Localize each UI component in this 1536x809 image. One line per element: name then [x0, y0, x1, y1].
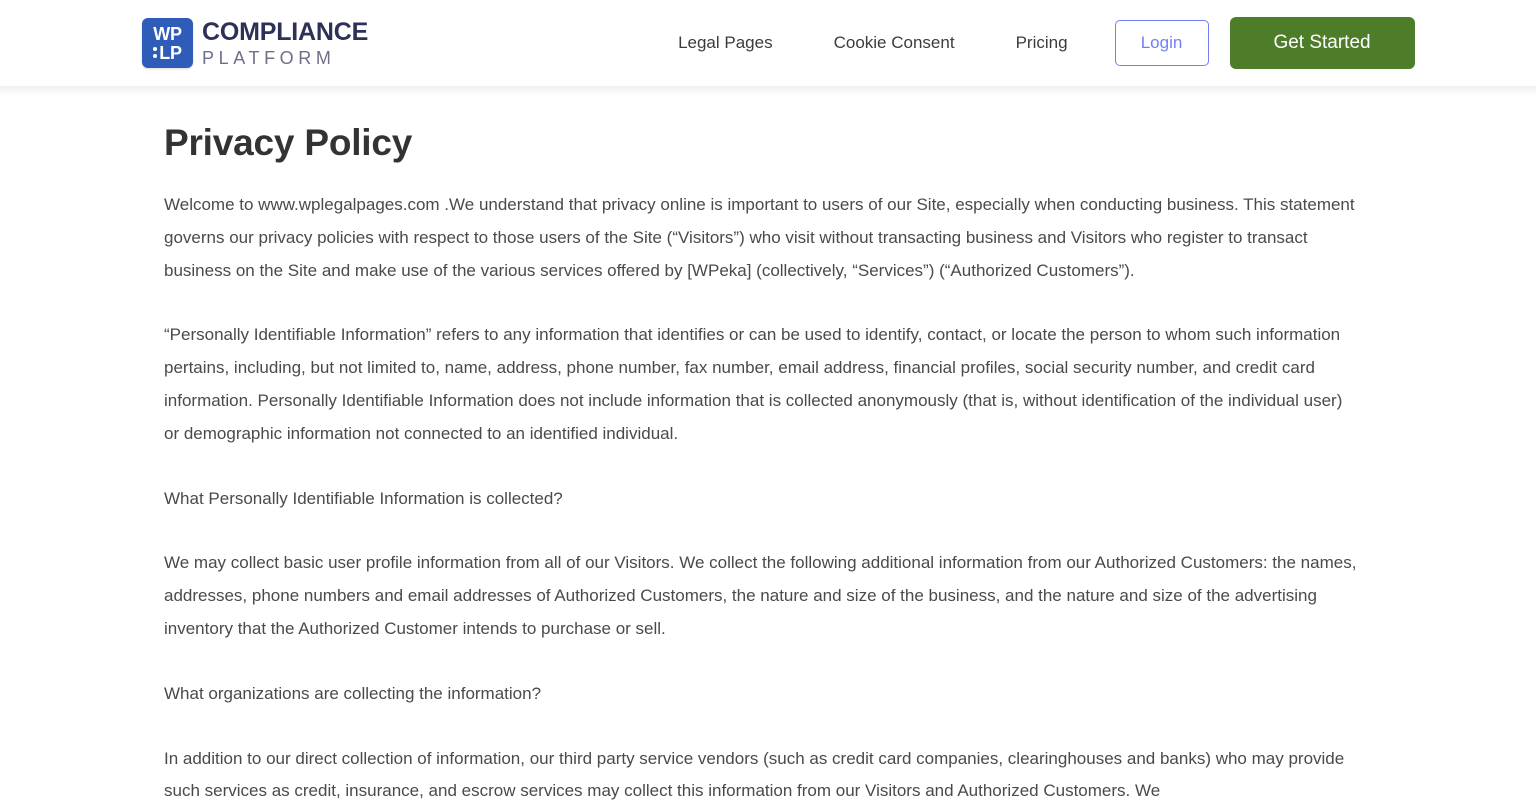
logo-colon-dots-icon: [153, 47, 157, 58]
header-actions: [1115, 17, 1415, 69]
nav-item-pricing[interactable]: Pricing: [1015, 33, 1068, 52]
policy-paragraph: In addition to our direct collection of information, our third party service vendors (such as credit card companies, clearinghouses and banks) who may provide such services as credit, insurance, and escrow services may collect this information from our Visitors and Authorized Customers. We: [164, 748, 1345, 801]
nav-item-legal-pages[interactable]: Legal Pages: [678, 33, 773, 52]
brand-wordmark: [202, 17, 369, 68]
logo-mark-top-text: WP: [153, 23, 182, 44]
logo-mark-bottom: [153, 44, 181, 62]
page-content: [0, 86, 1536, 808]
policy-section-question: What Personally Identifiable Information is collected?: [164, 488, 563, 508]
wplp-logo-icon: [142, 18, 193, 68]
brand-word-compliance: COMPLIANCE: [202, 17, 369, 46]
logo-mark-bottom-text: LP: [159, 42, 182, 63]
policy-section-question: What organizations are collecting the information?: [164, 683, 542, 703]
get-started-button[interactable]: Get Started: [1230, 17, 1415, 69]
page-title: Privacy Policy: [164, 122, 413, 163]
policy-paragraph: We may collect basic user profile information from all of our Visitors. We collect the following additional information from our Authorized Customers: the names, addresses, phone numbers and email addresses of Authorized Customers, the nature and size of the business, and the nature and size of the advertising inventory that the Authorized Customer intends to purchase or sell.: [164, 553, 1357, 638]
policy-paragraph: “Personally Identifiable Information” refers to any information that identifies or can be used to identify, contact, or locate the person to whom such information pertains, including, but not limited to, name, address, phone number, fax number, email address, financial profiles, social security number, and credit card information. Personally Identifiable Information does not include information that is collected anonymously (that is, without identification of the individual user) or demographic information not connected to an identified individual.: [164, 325, 1343, 443]
nav-item-cookie-consent[interactable]: Cookie Consent: [833, 33, 955, 52]
policy-paragraph: Welcome to www.wplegalpages.com .We understand that privacy online is important to users of our Site, especially when conducting business. This statement governs our privacy policies with respect to those users of the Site (“Visitors”) who visit without transacting business and Visitors who register to transact business on the Site and make use of the various services offered by [WPeka] (collectively, “Services”) (“Authorized Customers”).: [164, 195, 1355, 280]
header-inner: [0, 17, 1536, 69]
brand-logo[interactable]: [142, 18, 368, 68]
brand-word-platform: PLATFORM: [202, 47, 336, 68]
site-header: [0, 0, 1536, 86]
main-navigation: [678, 33, 1067, 53]
login-button[interactable]: Login: [1115, 20, 1209, 66]
